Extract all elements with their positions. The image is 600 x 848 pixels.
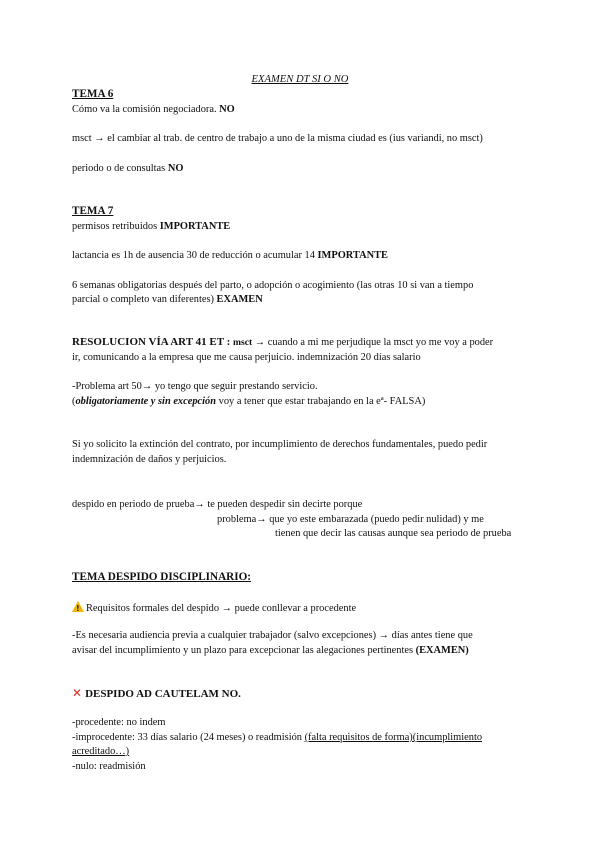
cautelam-line4: -nulo: readmisión [72,761,146,772]
resolucion-line2: ir, comunicando a la empresa que me causa perjuicio. indemnización 20 días salario [72,352,421,363]
tema7-line2-text: lactancia es 1h de ausencia 30 de reducción o acumular 14 [72,250,318,261]
disciplinario-line3-text: avisar del incumplimiento y un plazo para excepcionar las alegaciones pertinentes [72,645,416,656]
tema7-line1-bold: IMPORTANTE [159,221,231,232]
tema6-line1-bold: NO [219,104,235,115]
tema6-line2: msct → el cambiar al trab. de centro de trabajo a uno de la misma ciudad es (ius variandi, no msct) [72,133,483,144]
cautelam-line2-text: -improcedente: 33 días salario (24 meses) o readmisión [72,732,305,743]
disciplinario-line1 [72,600,356,615]
tema6-line1-text: Cómo va la comisión negociadora. [72,104,220,115]
tema7-line4-bold: EXAMEN [216,294,263,305]
tema6-line3-bold: NO [167,163,184,174]
tema6-heading: TEMA 6 [72,88,114,100]
resolucion-line4-open: ( [72,396,76,407]
tema6-line3-text: periodo o de consultas [72,163,168,174]
prueba-line1: despido en periodo de prueba→ te pueden despedir sin decirte porque [72,499,363,510]
cross-mark-icon: ✕ [72,686,83,700]
resolucion-line3: -Problema art 50→ yo tengo que seguir prestando servicio. [72,381,318,392]
document-title: EXAMEN DT SI O NO [251,74,349,85]
tema7-line4 [72,293,263,306]
tema7-line2-bold: IMPORTANTE [317,250,388,261]
disciplinario-heading: TEMA DESPIDO DISCIPLINARIO: [72,571,252,583]
cautelam-line2 [72,731,482,744]
resolucion-line1 [72,336,493,349]
resolucion-line4 [72,395,425,408]
tema7-heading: TEMA 7 [72,205,114,217]
disciplinario-line3-bold: (EXAMEN) [415,645,469,656]
cautelam-line3: acreditado…) [72,746,130,757]
tema6-line3 [72,162,183,175]
tema7-line3: 6 semanas obligatorias después del parto, o adopción o acogimiento (las otras 10 si van a tiempo [72,280,474,291]
cautelam-heading-text: DESPIDO AD CAUTELAM NO. [85,688,241,700]
tema7-line1-text: permisos retribuidos [72,221,160,232]
prueba-line3: tienen que decir las causas aunque sea periodo de prueba [275,528,512,539]
tema7-line4-text: parcial o completo van diferentes) [72,294,217,305]
cautelam-line2-underlined: (falta requisitos de forma)(incumplimiento [304,732,483,743]
resolucion-bold: RESOLUCION VÍA ART 41 ET : [72,336,233,348]
tema7-line1 [72,220,230,233]
disciplinario-line2: -Es necesaria audiencia previa a cualquier trabajador (salvo excepciones) → días antes tiene que [72,630,473,641]
cautelam-line1: -procedente: no indem [72,717,166,728]
disciplinario-line3 [72,644,469,657]
resolucion-line4-rest: voy a tener que estar trabajando en la eª- FALSA) [216,396,426,407]
extincion-line1: Si yo solicito la extinción del contrato, por incumplimiento de derechos fundamentales, puedo pedir [72,439,488,450]
resolucion-msct: msct [233,337,253,348]
warning-icon [72,601,84,612]
extincion-line2: indemnización de daños y perjuicios. [72,454,227,465]
prueba-line2: problema→ que yo este embarazada (puedo pedir nulidad) y me [217,514,484,525]
tema7-line2 [72,249,388,262]
resolucion-rest: → cuando a mi me perjudique la msct yo me voy a poder [252,337,494,348]
resolucion-line4-bold-italic: obligatoriamente y sin excepción [75,396,217,407]
disciplinario-line1-text: Requisitos formales del despido → puede conllevar a procedente [86,603,357,614]
tema6-line1 [72,103,235,116]
cautelam-heading [72,687,241,701]
